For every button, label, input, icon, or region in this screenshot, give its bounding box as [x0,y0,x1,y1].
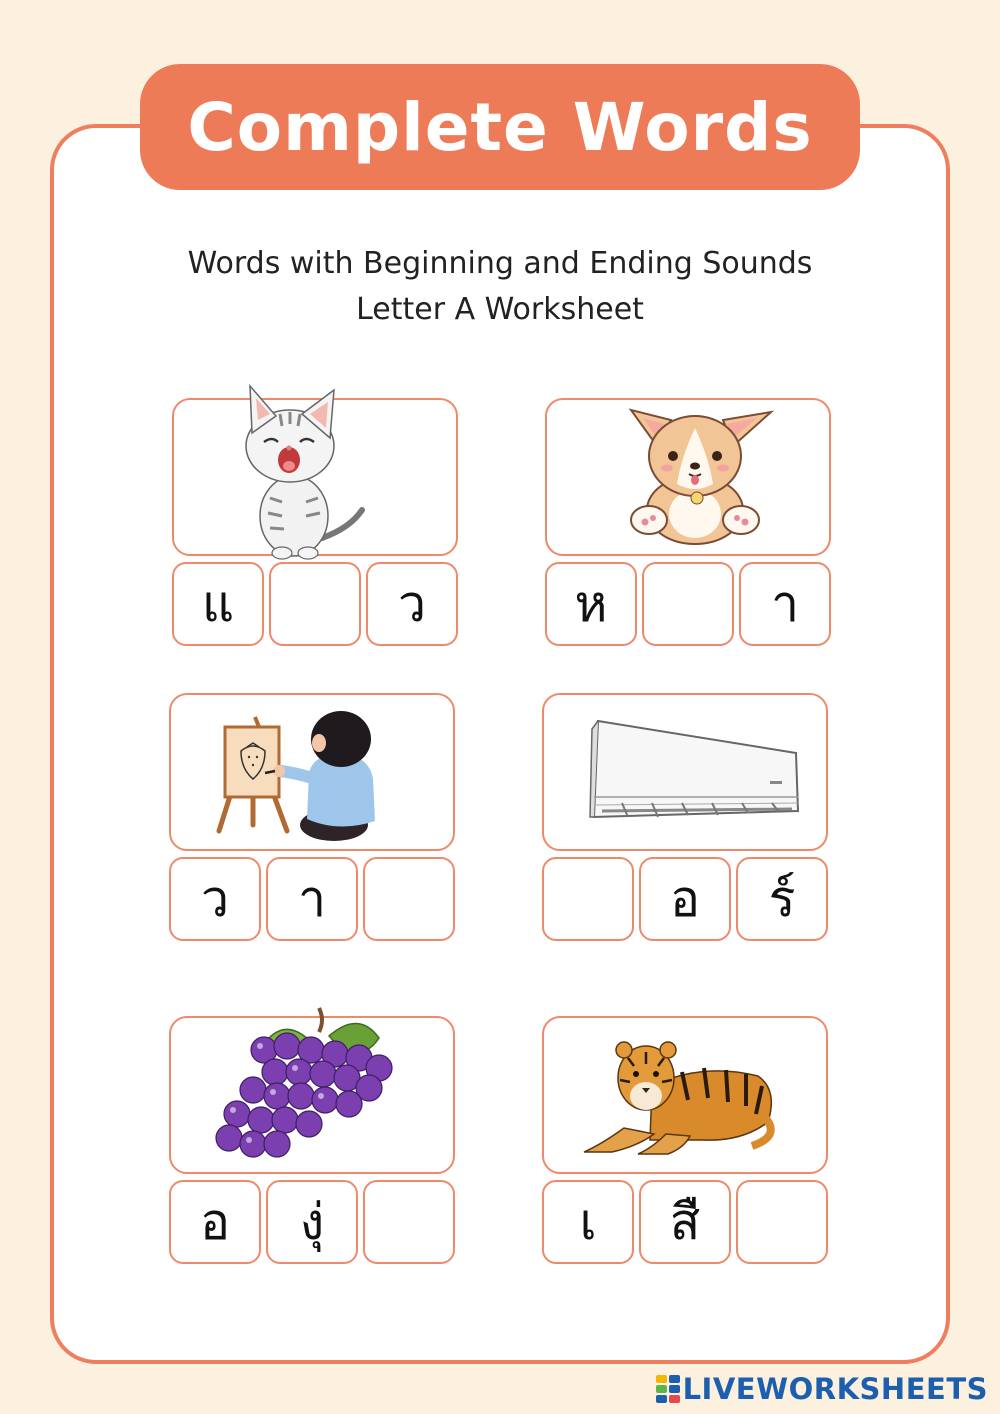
letter-slot[interactable]: า [739,562,831,646]
title-banner [140,64,860,190]
puppy-image [545,398,833,558]
liveworksheets-mark-icon [656,1375,680,1403]
child-painting-image [169,693,457,853]
letter-slot[interactable] [363,1180,455,1264]
subtitle-line-2: Letter A Worksheet [356,292,644,327]
page-title: Complete Words [187,88,813,166]
letter-slot[interactable]: อ [169,1180,261,1264]
letter-slot[interactable] [269,562,361,646]
letter-slot[interactable] [736,1180,828,1264]
letter-slot[interactable]: งุ่ [266,1180,358,1264]
letter-slot[interactable]: เ [542,1180,634,1264]
liveworksheets-logo[interactable] [656,1372,988,1406]
letter-slot[interactable]: อ [639,857,731,941]
air-conditioner-image [542,693,830,853]
letter-slot[interactable]: สื [639,1180,731,1264]
letter-slot[interactable]: แ [172,562,264,646]
subtitle-line-1: Words with Beginning and Ending Sounds [187,246,813,281]
letter-slot[interactable]: ว [169,857,261,941]
letter-slot[interactable] [542,857,634,941]
letter-slot[interactable] [642,562,734,646]
tiger-image [542,1016,830,1176]
letter-slot[interactable]: ว [366,562,458,646]
kitten-image [172,398,460,558]
grapes-image [169,1016,457,1176]
letter-slot[interactable]: ห [545,562,637,646]
letter-slot[interactable]: า [266,857,358,941]
brand-name: LIVEWORKSHEETS [682,1372,988,1406]
letter-slot[interactable] [363,857,455,941]
letter-slot[interactable]: ร์ [736,857,828,941]
